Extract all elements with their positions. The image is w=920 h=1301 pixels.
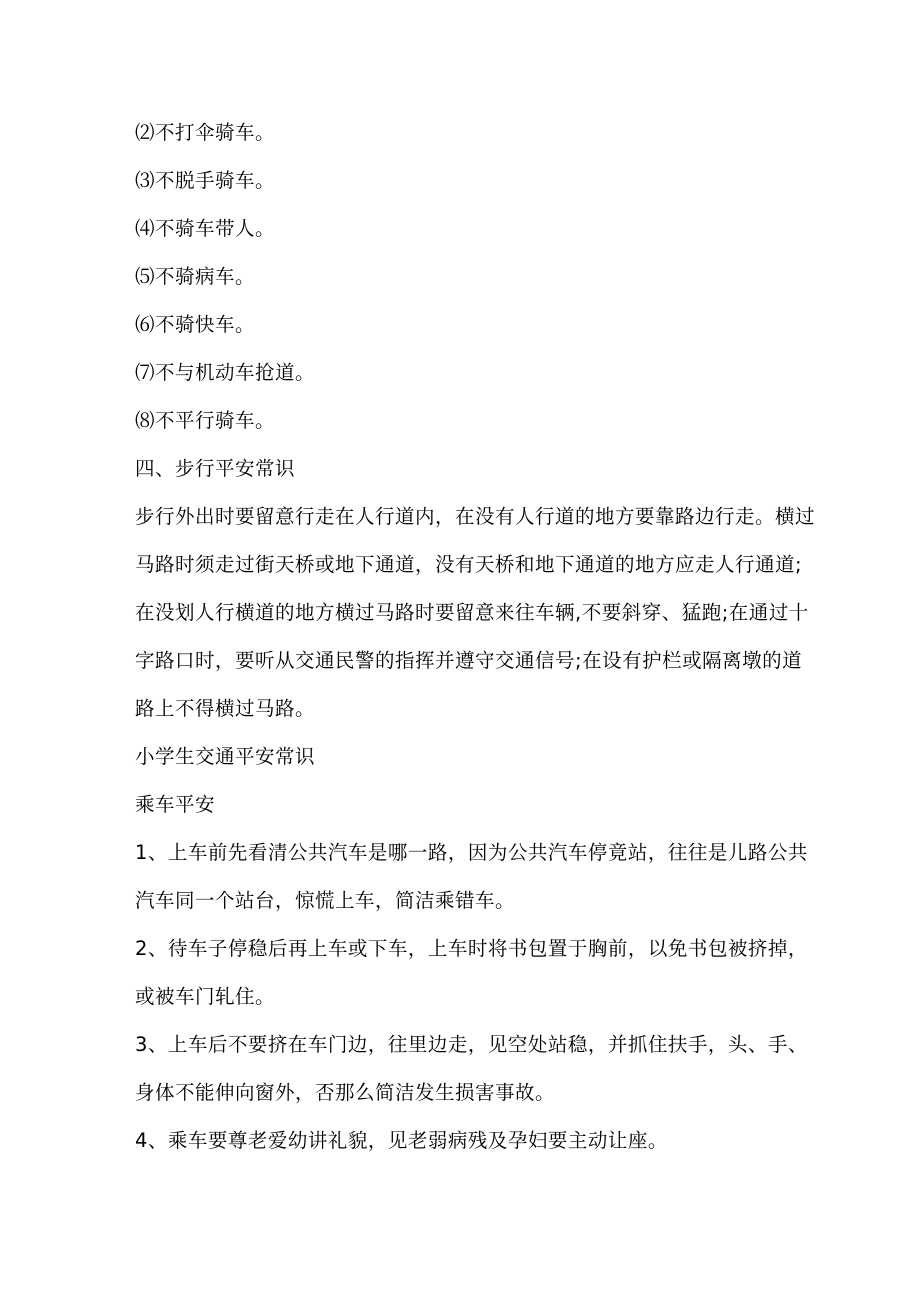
riding-rule-2: 2、待车子停稳后再上车或下车，上车时将书包置于胸前，以免书包被挤掉，或被车门轧住。 <box>135 937 808 1008</box>
walking-safety-body: 步行外出时要留意行走在人行道内，在没有人行道的地方要靠路边行走。横过马路时须走过街天桥或地下通道，没有天桥和地下通道的地方应走人行通道;在没划人行横道的地方横过马路时要留意来往车辆,不要斜穿、猛跑;在通过十字路口时，要听从交通民警的指挥并遵守交通信号;在设有护栏或隔离墩的道路上不得横过马路。 <box>135 505 816 720</box>
riding-rule-3: 3、上车后不要挤在车门边，往里边走，见空处站稳，并抓住扶手，头、手、身体不能伸向窗外，否那么简洁发生损害事故。 <box>135 1033 808 1104</box>
list-item-no-broken-bike: ⑸不骑病车。 <box>135 265 256 288</box>
list-item-no-hands-free: ⑶不脱手骑车。 <box>135 169 276 192</box>
section-heading-student-traffic-safety: 小学生交通平安常识 <box>135 745 316 768</box>
section-heading-walking-safety: 四、步行平安常识 <box>135 457 296 480</box>
riding-rule-1: 1、上车前先看清公共汽车是哪一路，因为公共汽车停竟站，往往是儿路公共汽车同一个站台，惊慌上车，简洁乘错车。 <box>135 841 808 912</box>
riding-rule-4: 4、乘车要尊老爱幼讲礼貌，见老弱病残及孕妇要主动让座。 <box>135 1129 668 1152</box>
list-item-no-racing-vehicles: ⑺不与机动车抢道。 <box>135 361 316 384</box>
list-item-no-speeding: ⑹不骑快车。 <box>135 313 256 336</box>
list-item-no-side-by-side: ⑻不平行骑车。 <box>135 409 276 432</box>
list-item-no-umbrella: ⑵不打伞骑车。 <box>135 121 276 144</box>
list-item-no-passenger: ⑷不骑车带人。 <box>135 217 276 240</box>
subheading-riding-safety: 乘车平安 <box>135 793 216 816</box>
